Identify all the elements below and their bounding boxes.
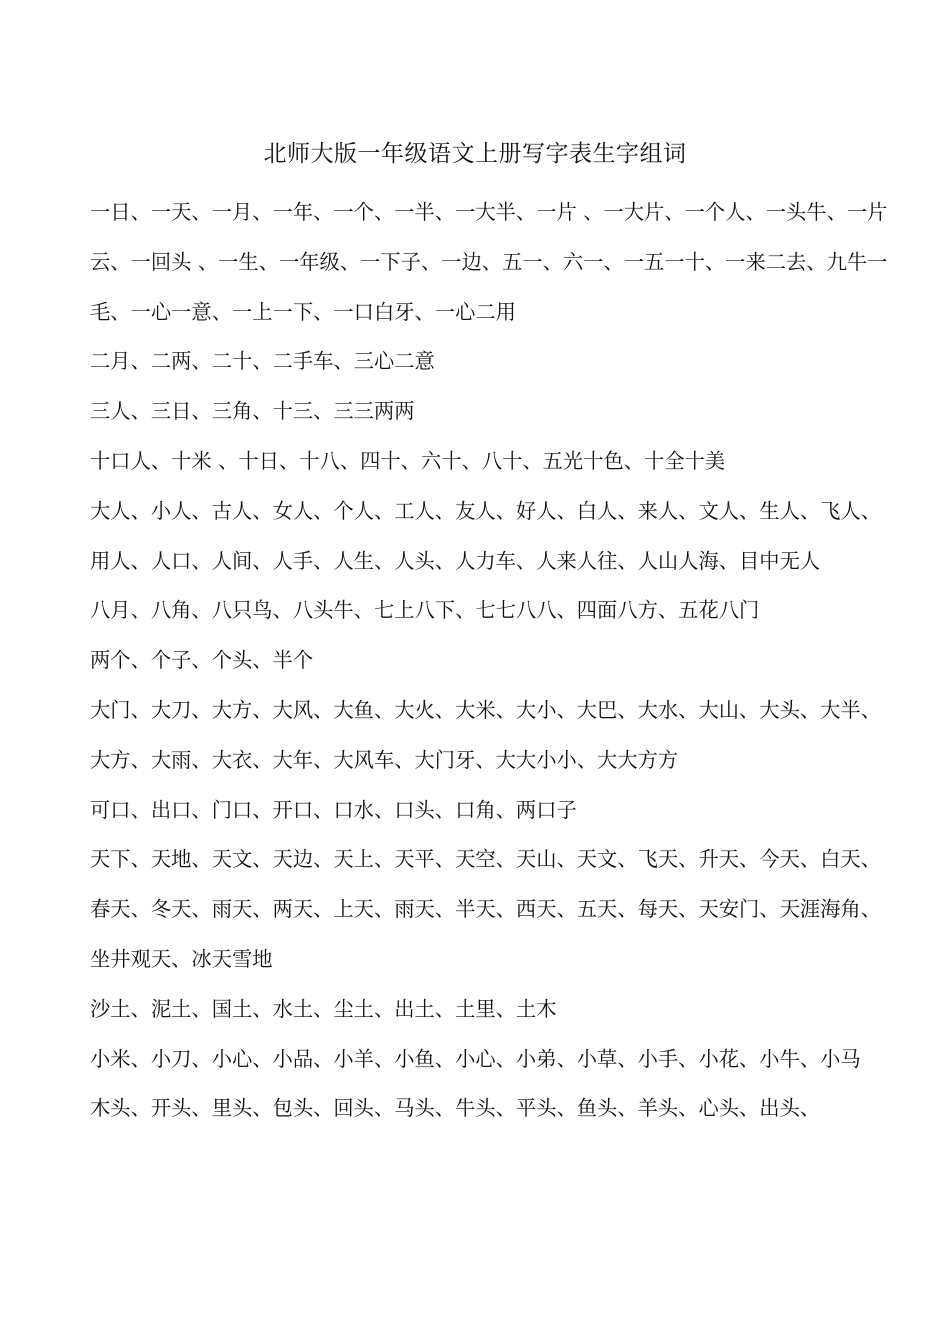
paragraph-9: 可口、出口、门口、开口、口水、口头、口角、两口子: [90, 797, 577, 822]
paragraph-12: 小米、小刀、小心、小品、小羊、小鱼、小心、小弟、小草、小手、小花、小牛、小马: [90, 1046, 861, 1071]
paragraph-8: 大门、大刀、大方、大风、大鱼、大火、大米、大小、大巴、大水、大山、大头、大半、大方、大雨、大衣、大年、大风车、大门牙、大大小小、大大方方: [90, 697, 881, 772]
paragraph-7: 两个、个子、个头、半个: [90, 648, 314, 673]
paragraph-3: 三人、三日、三角、十三、三三两两: [90, 399, 415, 424]
document-body: [90, 188, 890, 1134]
paragraph-6: 八月、八角、八只鸟、八头牛、七上八下、七七八八、四面八方、五花八门: [90, 598, 760, 623]
paragraph-4: 十口人、十米 、十日、十八、四十、六十、八十、五光十色、十全十美: [90, 448, 726, 473]
document-title: 北师大版一年级语文上册写字表生字组词: [263, 141, 687, 167]
paragraph-5: 大人、小人、古人、女人、个人、工人、友人、好人、白人、来人、文人、生人、飞人、用人、人口、人间、人手、人生、人头、人力车、人来人往、人山人海、目中无人: [90, 498, 881, 573]
paragraph-10: 天下、天地、天文、天边、天上、天平、天空、天山、天文、飞天、升天、今天、白天、春天、冬天、雨天、两天、上天、雨天、半天、西天、五天、每天、天安门、天涯海角、坐井观天、冰天雪地: [90, 847, 881, 971]
paragraph-1: 一日、一天、一月、一年、一个、一半、一大半、一片 、一大片、一个人、一头牛、一片云、一回头 、一生、一年级、一下子、一边、五一、六一、一五一十、一来二去、九牛一毛、一心一意、一上一下、一口白牙、一心二用: [90, 200, 888, 324]
paragraph-2: 二月、二两、二十、二手车、三心二意: [90, 349, 435, 374]
paragraph-13: 木头、开头、里头、包头、回头、马头、牛头、平头、鱼头、羊头、心头、出头、: [90, 1096, 821, 1121]
paragraph-11: 沙土、泥土、国土、水土、尘土、出土、土里、土木: [90, 996, 557, 1021]
